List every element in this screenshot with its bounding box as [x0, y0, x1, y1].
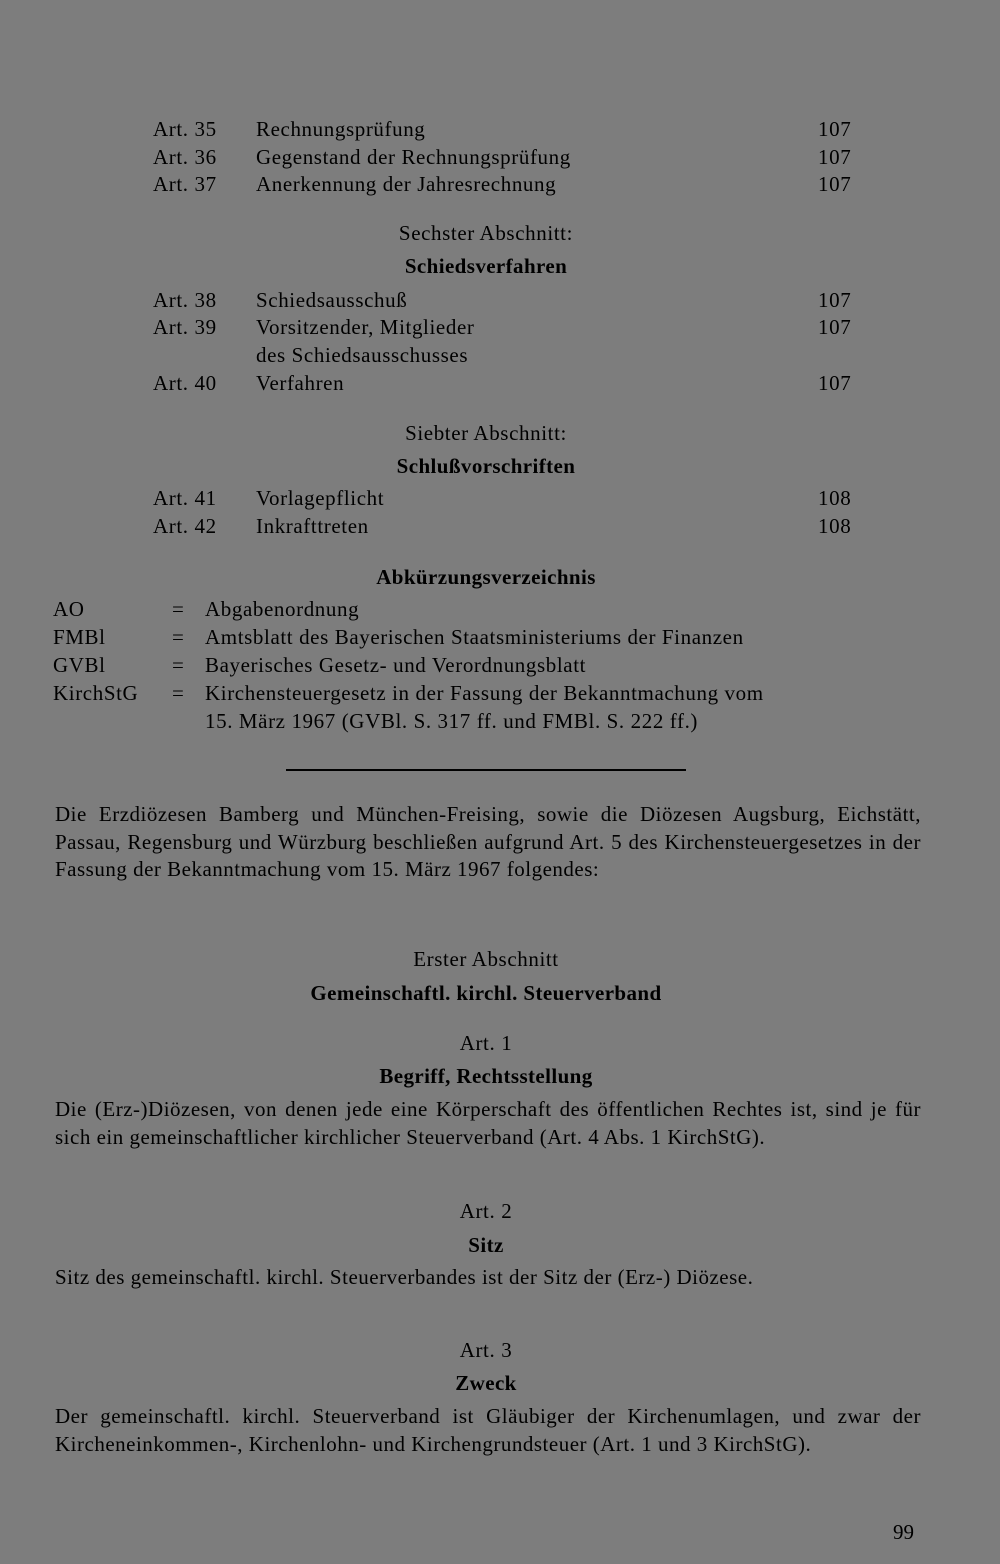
abbreviation-value: 15. März 1967 (GVBl. S. 317 ff. und FMBl. S. 222 ff.) — [205, 709, 699, 733]
toc-art: Art. 41 — [153, 486, 217, 510]
abbreviation-row — [0, 679, 1000, 707]
section-label: Siebter Abschnitt: — [405, 421, 567, 445]
toc-title: des Schiedsausschusses — [256, 343, 469, 367]
toc-row — [0, 286, 1000, 314]
abbreviation-key: KirchStG — [53, 681, 139, 705]
toc-row — [0, 512, 1000, 540]
toc-row — [0, 313, 1000, 341]
page-number: 99 — [893, 1520, 914, 1544]
abbreviation-value: Abgabenordnung — [205, 597, 360, 621]
toc-page: 107 — [818, 172, 852, 196]
toc-page: 108 — [818, 486, 852, 510]
article-number: Art. 3 — [459, 1338, 513, 1362]
toc-page: 107 — [818, 288, 852, 312]
equals-sign: = — [172, 597, 185, 621]
toc-title: Schiedsausschuß — [256, 288, 408, 312]
section-title: Schlußvorschriften — [396, 454, 576, 478]
toc-page: 107 — [818, 315, 852, 339]
toc-title: Gegenstand der Rechnungsprüfung — [256, 145, 571, 169]
section-title: Schiedsverfahren — [404, 254, 568, 278]
part-label: Erster Abschnitt — [413, 947, 559, 971]
equals-sign: = — [172, 681, 185, 705]
toc-art: Art. 38 — [153, 288, 217, 312]
article-number: Art. 1 — [459, 1031, 513, 1055]
toc-page: 107 — [818, 371, 852, 395]
equals-sign: = — [172, 653, 185, 677]
toc-art: Art. 42 — [153, 514, 217, 538]
article-title: Begriff, Rechtsstellung — [379, 1064, 593, 1088]
article-text: Die (Erz-)Diözesen, von denen jede eine Körperschaft des öffentlichen Rechtes ist, sind je für sich ein gemeinschaftlicher kirchlicher Steuerverband (Art. 4 Abs. 1 KirchStG). — [55, 1097, 921, 1149]
abbreviation-row — [0, 651, 1000, 679]
abbreviation-row — [0, 623, 1000, 651]
toc-art: Art. 39 — [153, 315, 217, 339]
toc-art: Art. 40 — [153, 371, 217, 395]
part-title: Gemeinschaftl. kirchl. Steuerverband — [310, 981, 662, 1005]
abbreviation-value: Kirchensteuergesetz in der Fassung der Bekanntmachung vom — [205, 681, 764, 705]
section-divider — [286, 769, 686, 771]
toc-art: Art. 37 — [153, 172, 217, 196]
toc-title: Inkrafttreten — [256, 514, 369, 538]
abbreviation-value: Bayerisches Gesetz- und Verordnungsblatt — [205, 653, 587, 677]
toc-title: Verfahren — [256, 371, 345, 395]
abbreviation-value: Amtsblatt des Bayerischen Staatsministeriums der Finanzen — [205, 625, 744, 649]
toc-title: Rechnungsprüfung — [256, 117, 426, 141]
toc-row — [0, 143, 1000, 171]
toc-page: 107 — [818, 117, 852, 141]
toc-title: Vorlagepflicht — [256, 486, 385, 510]
equals-sign: = — [172, 625, 185, 649]
toc-row — [0, 170, 1000, 198]
abbreviations-heading: Abkürzungsverzeichnis — [376, 565, 596, 589]
toc-row — [0, 341, 1000, 369]
toc-art: Art. 35 — [153, 117, 217, 141]
abbreviation-key: AO — [53, 597, 85, 621]
article-text: Der gemeinschaftl. kirchl. Steuerverband ist Gläubiger der Kirchenumlagen, und zwar der Kircheneinkommen-, Kirchenlohn- und Kirchengrundsteuer (Art. 1 und 3 KirchStG). — [55, 1404, 921, 1456]
toc-row — [0, 115, 1000, 143]
toc-row — [0, 369, 1000, 397]
article-title: Sitz — [468, 1233, 504, 1257]
intro-paragraph: Die Erzdiözesen Bamberg und München-Freising, sowie die Diözesen Augsburg, Eichstätt, Passau, Regensburg und Würzburg beschließen aufgrund Art. 5 des Kirchensteuergesetzes in der Fassung der Bekanntmachung vom 15. März 1967 folgendes: — [55, 802, 921, 881]
toc-title: Vorsitzender, Mitglieder — [256, 315, 475, 339]
toc-page: 108 — [818, 514, 852, 538]
abbreviation-row — [0, 707, 1000, 735]
article-text: Sitz des gemeinschaftl. kirchl. Steuerverbandes ist der Sitz der (Erz-) Diözese. — [55, 1265, 754, 1289]
abbreviation-row — [0, 595, 1000, 623]
abbreviation-key: FMBl — [53, 625, 106, 649]
toc-title: Anerkennung der Jahresrechnung — [256, 172, 557, 196]
article-number: Art. 2 — [459, 1199, 513, 1223]
toc-page: 107 — [818, 145, 852, 169]
toc-art: Art. 36 — [153, 145, 217, 169]
toc-row — [0, 484, 1000, 512]
abbreviation-key: GVBl — [53, 653, 106, 677]
article-title: Zweck — [455, 1371, 517, 1395]
section-label: Sechster Abschnitt: — [398, 221, 574, 245]
